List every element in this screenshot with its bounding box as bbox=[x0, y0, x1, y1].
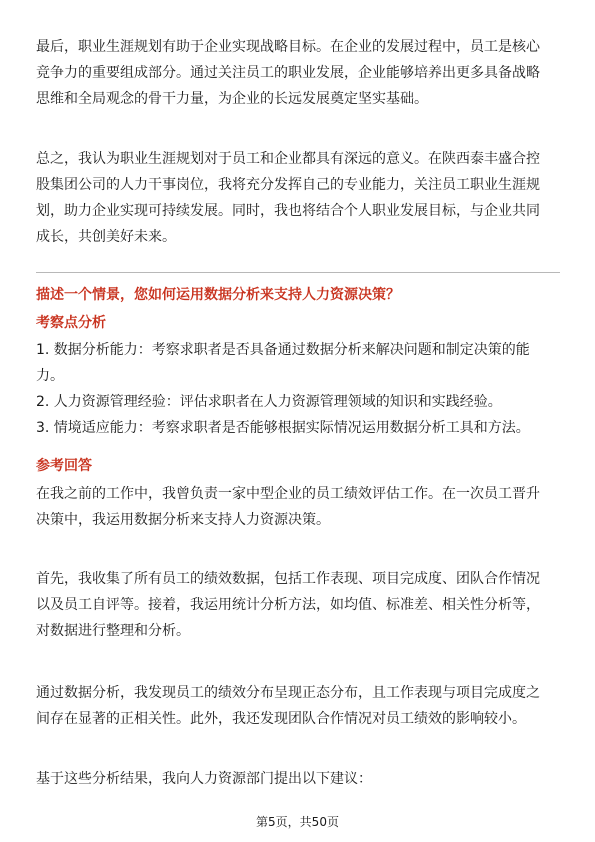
answer-paragraph-2 bbox=[36, 566, 560, 644]
paragraph-intro-end bbox=[36, 34, 560, 112]
text-line: 划，助力企业实现可持续发展。同时，我也将结合个人职业发展目标，与企业共同 bbox=[36, 203, 540, 219]
answer-paragraph-4 bbox=[36, 766, 560, 792]
text-line: 成长，共创美好未来。 bbox=[36, 229, 176, 245]
text-line: 在我之前的工作中，我曾负责一家中型企业的员工绩效评估工作。在一次员工晋升 bbox=[36, 486, 540, 502]
text-line: 竞争力的重要组成部分。通过关注员工的职业发展，企业能够培养出更多具备战略 bbox=[36, 65, 540, 81]
text-line: 总之，我认为职业生涯规划对于员工和企业都具有深远的意义。在陕西泰丰盛合控 bbox=[36, 151, 540, 167]
text-line: 通过数据分析，我发现员工的绩效分布呈现正态分布，且工作表现与项目完成度之 bbox=[36, 685, 540, 701]
question-heading: 描述一个情景，您如何运用数据分析来支持人力资源决策？ bbox=[36, 287, 400, 303]
section-divider bbox=[36, 272, 560, 273]
text-line: 间存在显著的正相关性。此外，我还发现团队合作情况对员工绩效的影响较小。 bbox=[36, 711, 526, 727]
text-line: 决策中，我运用数据分析来支持人力资源决策。 bbox=[36, 512, 330, 528]
text-line: 首先，我收集了所有员工的绩效数据，包括工作表现、项目完成度、团队合作情况 bbox=[36, 571, 540, 587]
answer-paragraph-1 bbox=[36, 481, 560, 533]
list-item: 3. 情境适应能力：考察求职者是否能够根据实际情况运用数据分析工具和方法。 bbox=[36, 420, 530, 436]
list-item: 2. 人力资源管理经验：评估求职者在人力资源管理领域的知识和实践经验。 bbox=[36, 394, 502, 410]
analysis-list bbox=[36, 337, 560, 441]
text-line: 以及员工自评等。接着，我运用统计分析方法，如均值、标准差、相关性分析等， bbox=[36, 597, 540, 613]
text-line: 思维和全局观念的骨干力量，为企业的长远发展奠定坚实基础。 bbox=[36, 91, 428, 107]
answer-heading: 参考回答 bbox=[36, 458, 92, 474]
text-line: 基于这些分析结果，我向人力资源部门提出以下建议： bbox=[36, 771, 372, 787]
analysis-heading: 考察点分析 bbox=[36, 315, 106, 331]
text-line: 最后，职业生涯规划有助于企业实现战略目标。在企业的发展过程中，员工是核心 bbox=[36, 39, 540, 55]
list-item: 1. 数据分析能力：考察求职者是否具备通过数据分析来解决问题和制定决策的能 bbox=[36, 342, 530, 358]
paragraph-summary bbox=[36, 146, 560, 250]
list-item: 力。 bbox=[36, 368, 64, 384]
text-line: 对数据进行整理和分析。 bbox=[36, 623, 190, 639]
page-footer: 第5页，共50页 bbox=[256, 815, 339, 829]
text-line: 股集团公司的人力干事岗位，我将充分发挥自己的专业能力，关注员工职业生涯规 bbox=[36, 177, 540, 193]
answer-paragraph-3 bbox=[36, 680, 560, 732]
